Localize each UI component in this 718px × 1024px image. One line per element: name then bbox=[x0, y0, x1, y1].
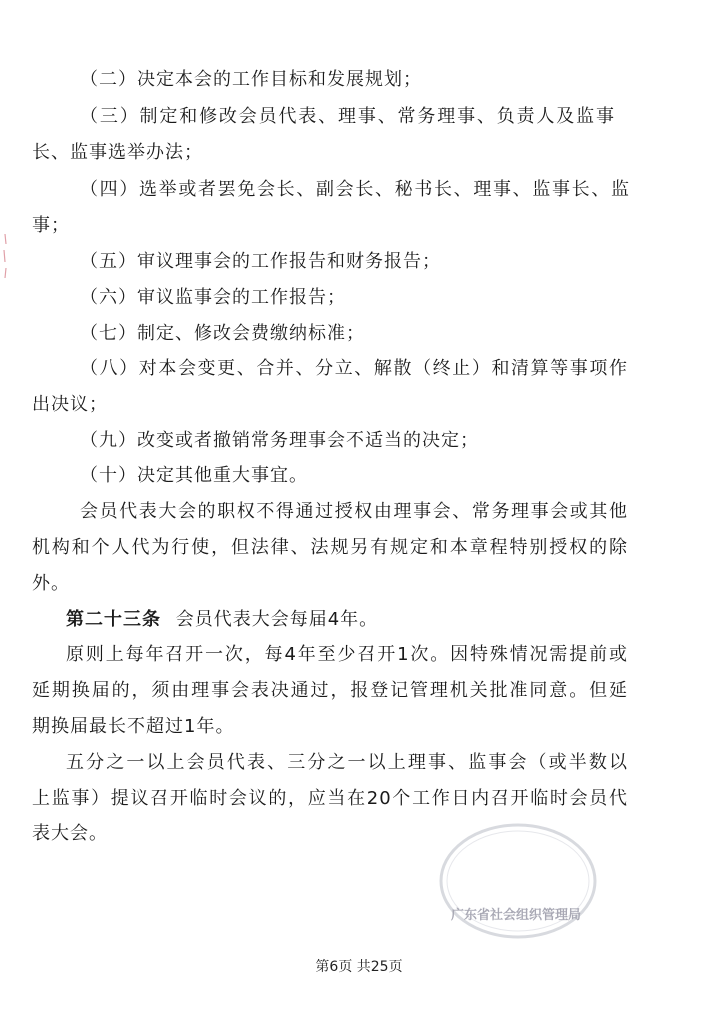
list-item-9: （九）改变或者撤销常务理事会不适当的决定； bbox=[80, 430, 479, 451]
paragraph-line: 五分之一以上会员代表、三分之一以上理事、监事会（或半数以 bbox=[66, 752, 628, 773]
list-item-10: （十）决定其他重大事宜。 bbox=[80, 465, 308, 486]
list-item-8-line2: 出决议； bbox=[32, 394, 108, 415]
paragraph-line: 机构和个人代为行使，但法律、法规另有规定和本章程特别授权的除 bbox=[32, 537, 628, 558]
list-item-6: （六）审议监事会的工作报告； bbox=[80, 287, 346, 308]
list-item-5: （五）审议理事会的工作报告和财务报告； bbox=[80, 251, 441, 272]
list-item-7: （七）制定、修改会费缴纳标准； bbox=[80, 323, 365, 344]
list-item-2: （二）决定本会的工作目标和发展规划； bbox=[80, 69, 422, 90]
paragraph-line: 表大会。 bbox=[32, 823, 108, 844]
list-item-3-line1: （三）制定和修改会员代表、理事、常务理事、负责人及监事 bbox=[80, 106, 615, 127]
article-heading-row bbox=[66, 608, 378, 632]
article-title: 第二十三条 bbox=[66, 609, 161, 630]
paragraph-line: 上监事）提议召开临时会议的，应当在20个工作日内召开临时会员代 bbox=[32, 788, 628, 809]
margin-stamp-fragment bbox=[2, 232, 8, 282]
list-item-3-line2: 长、监事选举办法； bbox=[32, 142, 203, 163]
paragraph-line: 会员代表大会的职权不得通过授权由理事会、常务理事会或其他 bbox=[80, 501, 628, 522]
paragraph-line: 延期换届的，须由理事会表决通过，报登记管理机关批准同意。但延 bbox=[32, 680, 628, 701]
seal-text: 广东省社会组织管理局 bbox=[450, 908, 581, 923]
article-text: 会员代表大会每届4年。 bbox=[175, 609, 379, 630]
paragraph-line: 期换届最长不超过1年。 bbox=[32, 716, 235, 737]
paragraph-line: 原则上每年召开一次，每4年至少召开1次。因特殊情况需提前或 bbox=[66, 644, 628, 665]
list-item-4-line2: 事； bbox=[32, 215, 70, 236]
paragraph-line: 外。 bbox=[32, 573, 70, 594]
list-item-4-line1: （四）选举或者罢免会长、副会长、秘书长、理事、监事长、监 bbox=[80, 179, 630, 200]
list-item-8-line1: （八）对本会变更、合并、分立、解散（终止）和清算等事项作 bbox=[80, 358, 628, 379]
page-number: 第6页 共25页 bbox=[315, 959, 403, 975]
